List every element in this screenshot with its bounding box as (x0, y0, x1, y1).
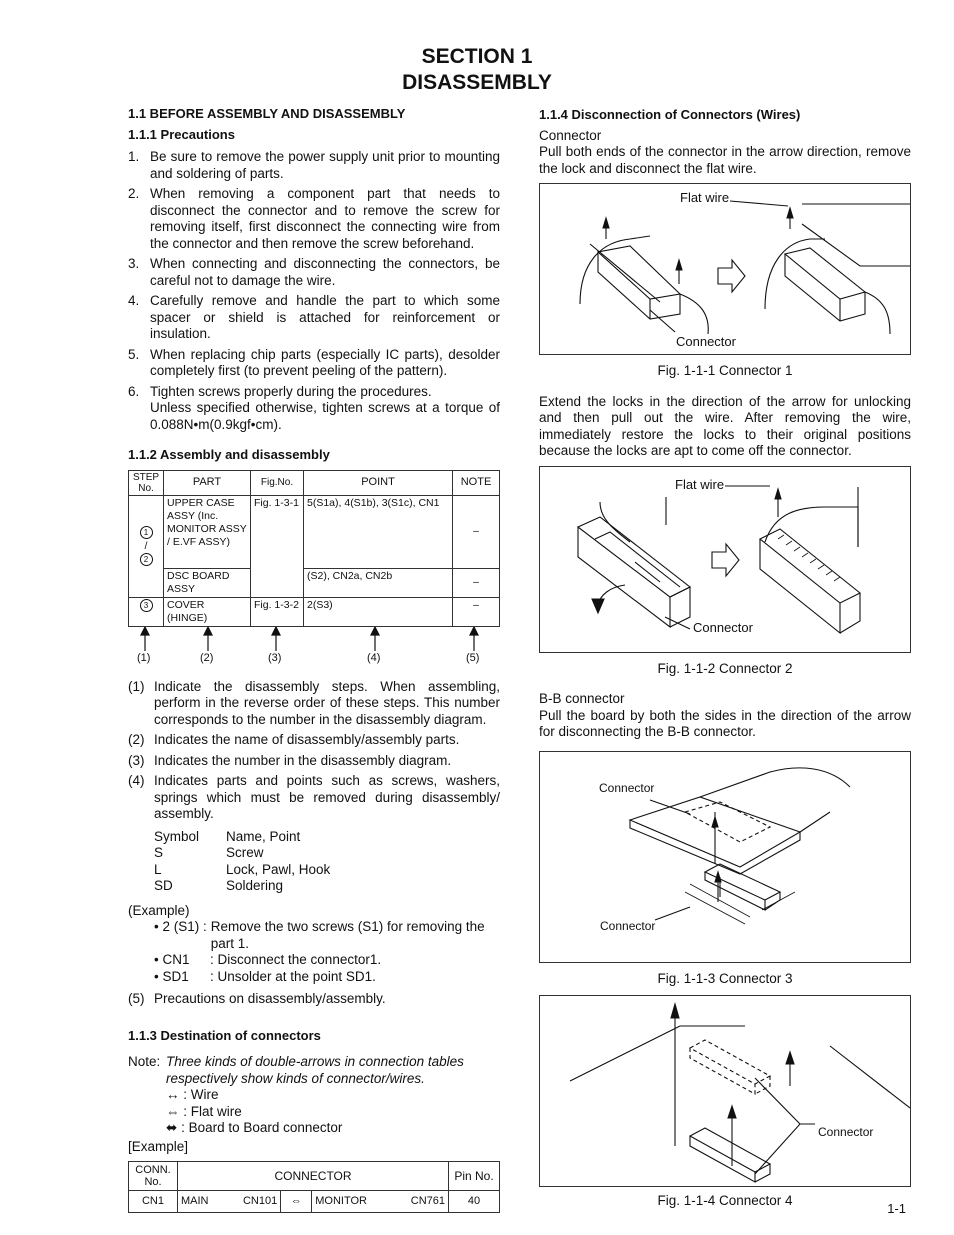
conn-to-cn: CN761 (392, 1191, 448, 1213)
example-key: • CN1 (154, 952, 190, 967)
header-conn-no: CONN. No. (129, 1162, 178, 1191)
note-cell: – (453, 568, 500, 597)
step-cell (129, 597, 164, 626)
connector-3-diagram (540, 752, 910, 962)
caption-fig-4: Fig. 1-1-4 Connector 4 (657, 1193, 793, 1208)
example-row (154, 919, 500, 952)
step-cell (129, 495, 164, 597)
section-number: SECTION 1 (421, 45, 533, 68)
note-label: Note: (128, 1054, 161, 1069)
marker-label: (4) (367, 651, 381, 664)
precaution-item (128, 384, 500, 434)
connector-4-diagram (540, 996, 910, 1186)
step-number: 2 (140, 553, 153, 566)
marker-label: (3) (268, 651, 282, 664)
symbol: Symbol (154, 828, 200, 844)
label-connector: Connector (693, 619, 753, 635)
marker-label: (1) (137, 651, 151, 664)
precaution-item (128, 347, 500, 380)
explanation-item (128, 753, 500, 770)
connection-table (128, 1161, 500, 1213)
fig-cell: Fig. 1-3-1 (251, 495, 304, 597)
conn-no: CN1 (129, 1191, 178, 1213)
step-number: 1 (140, 526, 153, 539)
conn-to: MONITOR (312, 1191, 392, 1213)
section-name: DISASSEMBLY (402, 71, 552, 94)
item-text: Be sure to remove the power supply unit prior to mounting and soldering of parts. (150, 149, 500, 181)
caption-fig-1: Fig. 1-1-1 Connector 1 (657, 363, 793, 378)
header-point: POINT (304, 470, 453, 495)
label-flat-wire: Flat wire (680, 190, 730, 205)
item-number: (3) (128, 752, 145, 768)
conn-row (129, 1191, 500, 1213)
item-number: 6. (128, 383, 140, 399)
figure-connector-4 (539, 995, 911, 1187)
precaution-item (128, 186, 500, 252)
item-number: (4) (128, 773, 145, 788)
table-row (129, 597, 500, 626)
steps-table (128, 470, 500, 627)
symbol-row (154, 862, 344, 879)
marker-label: (5) (466, 651, 480, 664)
marker-arrows (128, 627, 500, 653)
sub-connector: Connector (539, 127, 602, 143)
legend-row (166, 1087, 500, 1104)
caption-fig-2: Fig. 1-1-2 Connector 2 (657, 660, 793, 676)
note-cell: – (453, 495, 500, 568)
precaution-item (128, 256, 500, 289)
item-number: (5) (128, 991, 145, 1006)
heading-1-1-1: 1.1.1 Precautions (128, 126, 235, 142)
arrow-legend (166, 1087, 500, 1137)
example-text: : Unsolder at the point SD1. (210, 968, 376, 984)
explanation-item (128, 679, 500, 729)
table-row (129, 495, 500, 568)
item-number: 1. (128, 149, 140, 164)
flat-wire-arrow-icon: ⇔ (166, 1103, 180, 1119)
column-markers (128, 627, 500, 667)
para-3: Pull the board by both the sides in the direction of the arrow for disconnecting the B-B connector. (539, 707, 911, 739)
conn-from-cn: CN101 (224, 1191, 280, 1213)
symbol-row (154, 845, 344, 862)
legend-text: : Flat wire (183, 1103, 242, 1119)
symbol-name: Screw (226, 845, 264, 860)
left-column (128, 106, 500, 1213)
label-connector: Connector (818, 1125, 874, 1139)
legend-text: : Board to Board connector (181, 1120, 343, 1135)
item-text: Indicates parts and points such as screws, washers, springs which must be removed during disassembly/ assembly. (154, 773, 500, 821)
part-cell: COVER (HINGE) (164, 597, 251, 626)
page-title (0, 44, 954, 96)
symbol-name: Lock, Pawl, Hook (226, 861, 331, 877)
figure-connector-3 (539, 751, 911, 963)
item-text-cont: Unless specified otherwise, tighten screws at a torque of 0.088N•m(0.9kgf•cm). (150, 400, 500, 432)
legend-row (166, 1120, 500, 1137)
caption-fig-3: Fig. 1-1-3 Connector 3 (657, 970, 793, 986)
connector-1-diagram (540, 184, 910, 354)
heading-1-1: 1.1 BEFORE ASSEMBLY AND DISASSEMBLY (128, 106, 406, 121)
step-number: 3 (140, 599, 153, 612)
label-connector-top: Connector (599, 780, 655, 795)
symbol-row (154, 829, 344, 846)
symbol-name: Name, Point (226, 828, 301, 844)
example-row (154, 952, 500, 969)
marker-label: (2) (200, 651, 214, 664)
item-number: 3. (128, 256, 140, 271)
header-note: NOTE (453, 470, 500, 495)
symbol: SD (154, 878, 173, 893)
precaution-item (128, 149, 500, 182)
note (128, 1054, 500, 1087)
header-connector: CONNECTOR (178, 1162, 449, 1191)
note-cell: – (453, 597, 500, 626)
item-number: (1) (128, 678, 145, 694)
example-key: • 2 (S1) : (154, 919, 207, 934)
legend-text: : Wire (183, 1087, 219, 1102)
wire-arrow-icon: ↔ (166, 1087, 180, 1102)
header-fig: Fig.No. (251, 470, 304, 495)
precautions-list (128, 149, 500, 433)
part-cell: UPPER CASE ASSY (Inc. MONITOR ASSY / E.VF ASSY) (164, 495, 251, 568)
precaution-item (128, 293, 500, 343)
flat-wire-arrow-icon: ⇔ (281, 1191, 312, 1213)
item-text: Precautions on disassembly/assembly. (154, 991, 386, 1006)
step-separator: / (144, 539, 148, 552)
sub-bb-connector: B-B connector (539, 691, 625, 706)
figure-connector-1 (539, 183, 911, 355)
example-row (154, 969, 500, 986)
header-step: STEP No. (129, 470, 164, 495)
figure-connector-2 (539, 466, 911, 653)
example-text: : Disconnect the connector1. (210, 952, 382, 967)
example-label: (Example) (128, 902, 190, 918)
symbol-table (154, 829, 344, 895)
example-label: [Example] (128, 1138, 189, 1154)
explanation-item (128, 773, 500, 823)
point-cell: (S2), CN2a, CN2b (304, 568, 453, 597)
pin-count: 40 (449, 1191, 500, 1213)
heading-1-1-3: 1.1.3 Destination of connectors (128, 1027, 321, 1043)
right-column (539, 107, 911, 1224)
item-text: When replacing chip parts (especially IC parts), desolder completely first (to prevent peeling of the pattern). (150, 346, 500, 378)
board-arrow-icon: ⬌ (166, 1120, 178, 1135)
para-2: Extend the locks in the direction of the arrow for unlocking and then pull out the wire. After removing the wire, immediately restore the locks to their original positions because the locks are apt to come off the connector. (539, 393, 911, 458)
item-text: Tighten screws properly during the procedures. (150, 383, 432, 399)
item-text: When connecting and disconnecting the connectors, be careful not to damage the wire. (150, 256, 500, 288)
header-part: PART (164, 470, 251, 495)
heading-1-1-4: 1.1.4 Disconnection of Connectors (Wires) (539, 107, 801, 122)
explanations-list (128, 679, 500, 823)
symbol-row (154, 878, 344, 895)
fig-cell: Fig. 1-3-2 (251, 597, 304, 626)
point-cell: 2(S3) (304, 597, 453, 626)
symbol: L (154, 861, 162, 877)
item-text: When removing a component part that needs to disconnect the connector and to remove the screw for removing itself, first disconnect the connecting wire from the connector and then remove the screw beforehand. (150, 186, 500, 251)
item-text: Indicates the name of disassembly/assembly parts. (154, 732, 460, 747)
symbol-name: Soldering (226, 878, 284, 893)
explanation-item (128, 732, 500, 749)
examples (154, 919, 500, 985)
symbol: S (154, 845, 164, 860)
heading-1-1-2: 1.1.2 Assembly and disassembly (128, 447, 330, 462)
conn-header-row (129, 1162, 500, 1191)
legend-row (166, 1104, 500, 1121)
label-connector-bottom: Connector (600, 918, 656, 933)
example-key: • SD1 (154, 968, 189, 984)
label-flat-wire: Flat wire (675, 476, 725, 492)
item-number: 2. (128, 186, 140, 201)
steps-header-row (129, 470, 500, 495)
header-pin: Pin No. (449, 1162, 500, 1191)
note-text: Three kinds of double-arrows in connection tables respectively show kinds of connector/wires. (166, 1054, 464, 1086)
item-text: Indicate the disassembly steps. When assembling, perform in the reverse order of these steps. This number corresponds to the number in the disassembly diagram. (154, 678, 500, 727)
item-number: 5. (128, 346, 140, 362)
item-number: 4. (128, 293, 140, 308)
para-1: Pull both ends of the connector in the arrow direction, remove the lock and disconnect the flat wire. (539, 144, 911, 176)
label-connector: Connector (676, 334, 736, 349)
part-cell: DSC BOARD ASSY (164, 568, 251, 597)
item-5 (128, 991, 500, 1008)
item-number: (2) (128, 732, 145, 747)
example-text: Remove the two screws (S1) for removing the part 1. (210, 919, 485, 951)
item-text: Carefully remove and handle the part to which some spacer or shield is attached for reinforcement or insulation. (150, 293, 500, 341)
page-number: 1-1 (887, 1201, 906, 1216)
item-text: Indicates the number in the disassembly diagram. (154, 752, 452, 768)
conn-from: MAIN (178, 1191, 225, 1213)
point-cell: 5(S1a), 4(S1b), 3(S1c), CN1 (304, 495, 453, 568)
table-row (129, 568, 500, 597)
